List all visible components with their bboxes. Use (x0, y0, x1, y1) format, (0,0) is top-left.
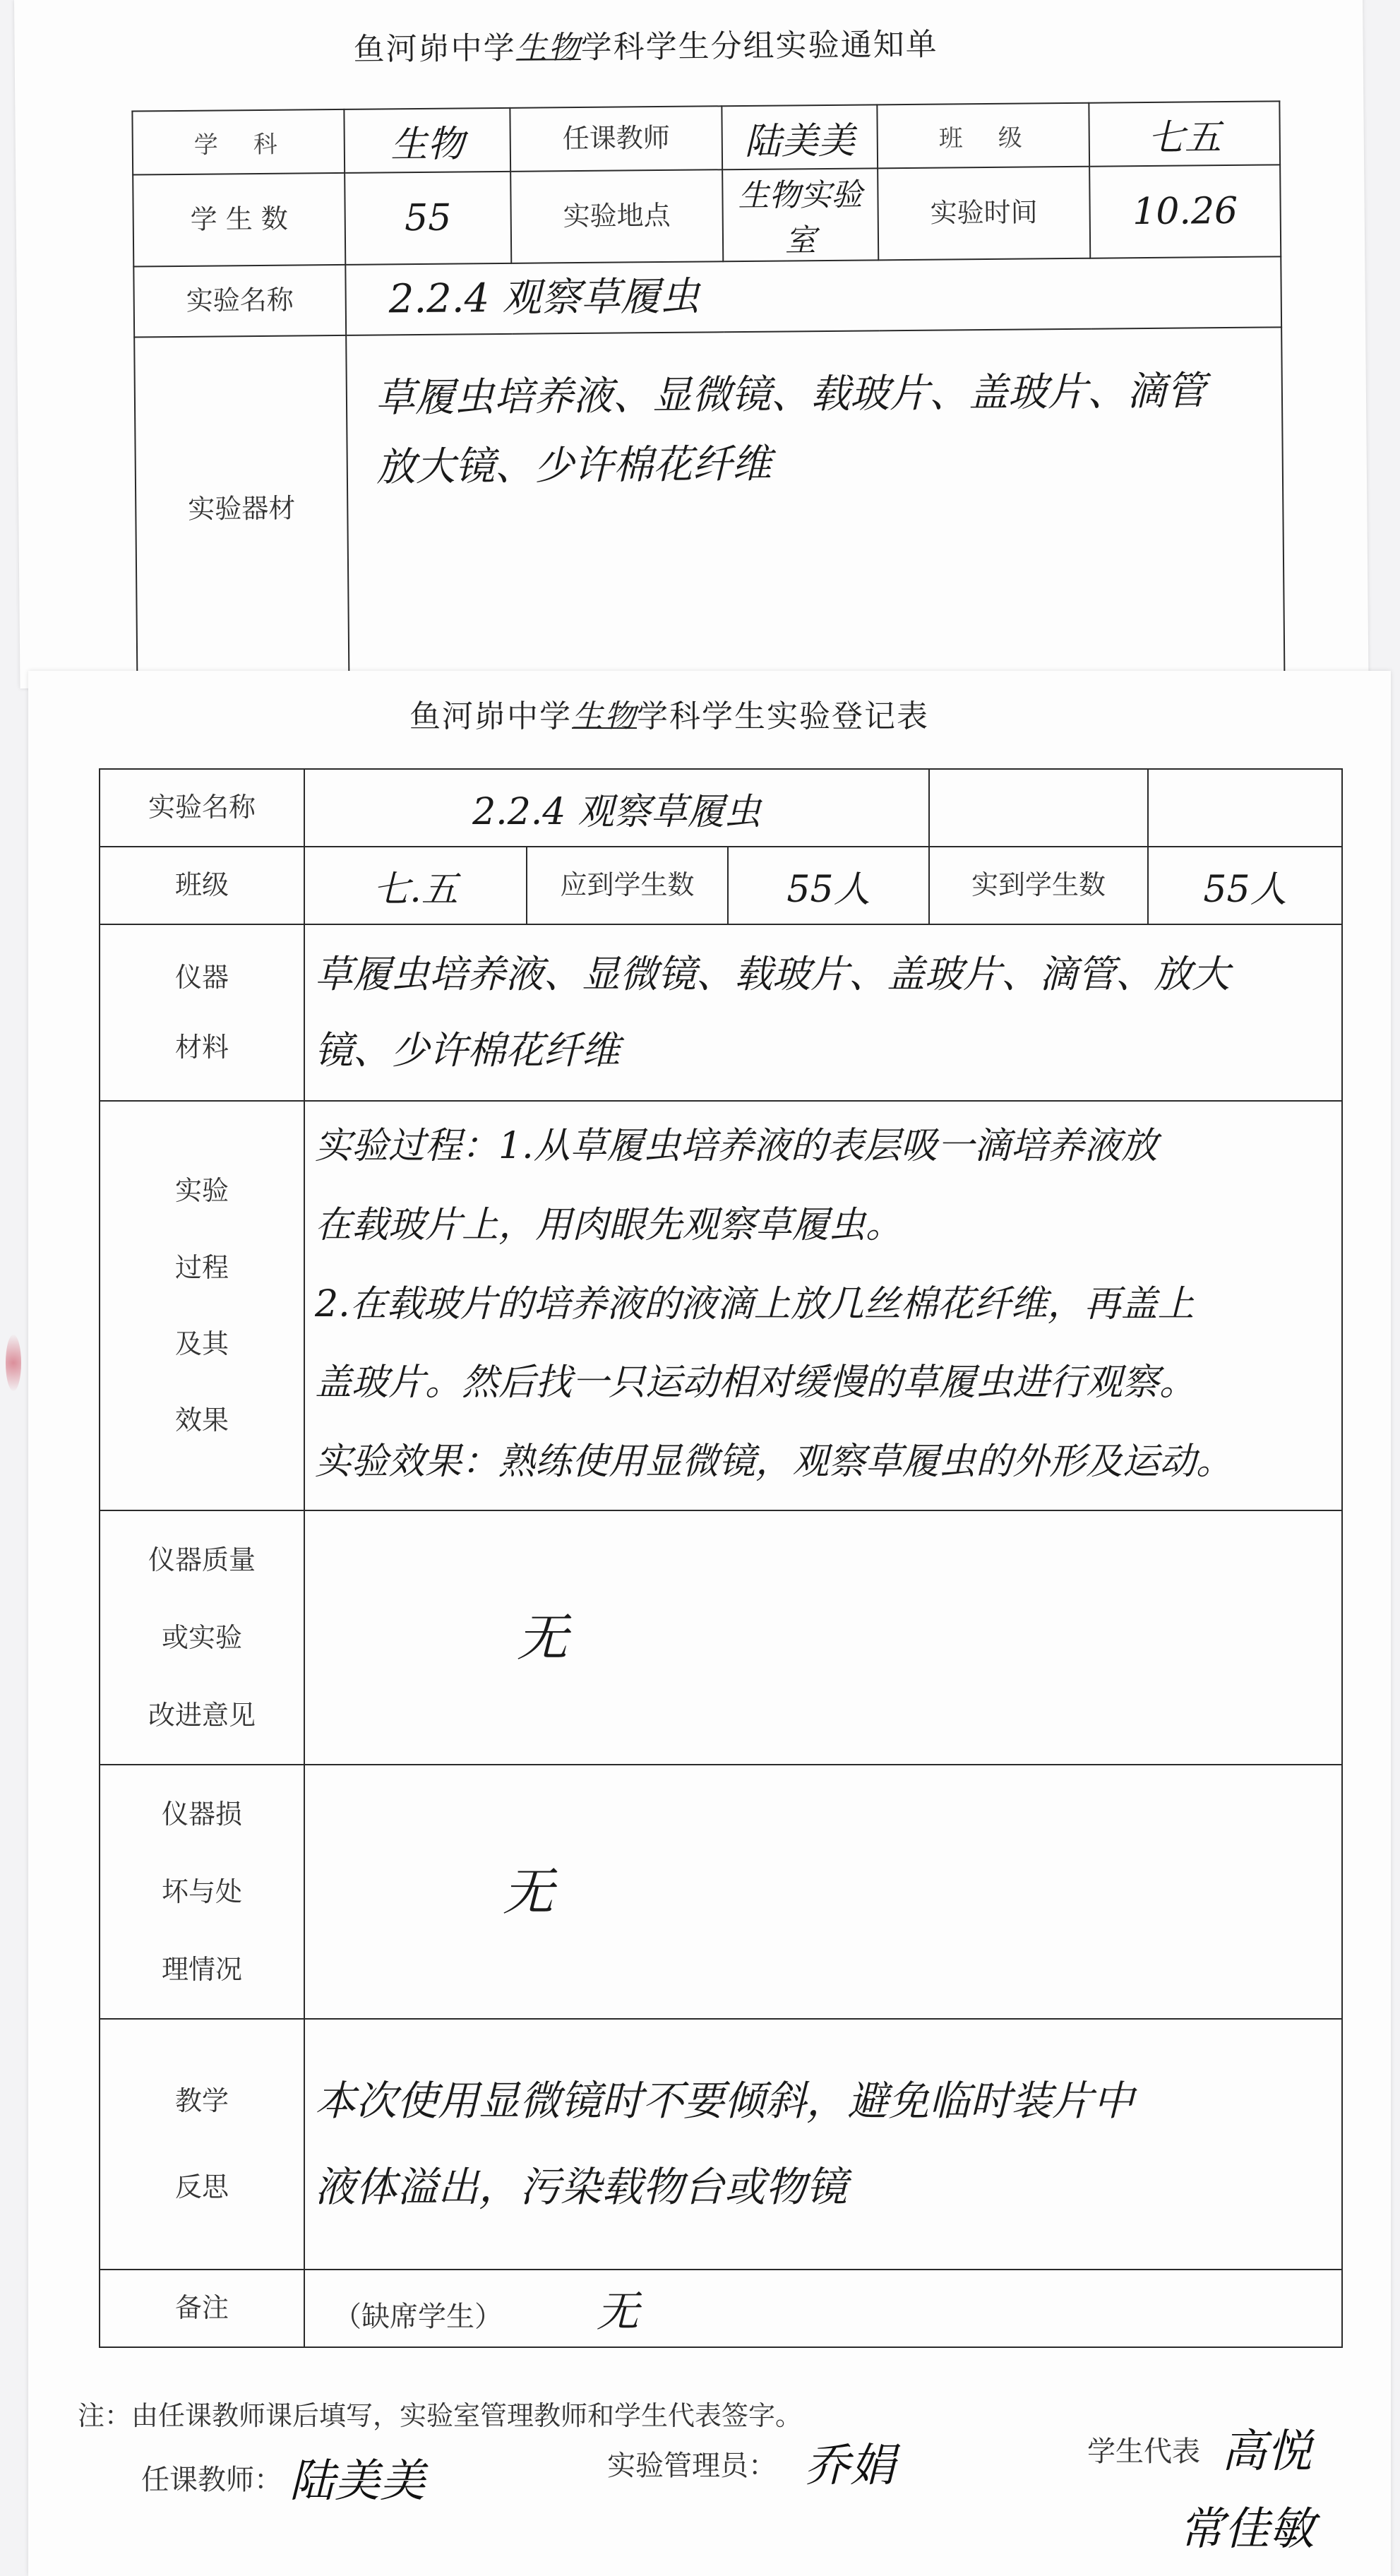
reg-label-expected: 应到学生数 (527, 847, 728, 924)
reg-label-process-3: 及其 (174, 1328, 229, 1359)
value-experiment-name: 2.2.4 观察草履虫 (345, 256, 1281, 335)
reg-value-damage: 无 (304, 1765, 1342, 2019)
reg-label-quality-2: 或实验 (161, 1621, 242, 1653)
teacher-sign-label: 任课教师： (141, 2464, 282, 2496)
label-subject: 学 科 (132, 109, 345, 175)
reg-row-process (100, 1101, 1342, 1510)
reg-label-process-2: 过程 (174, 1251, 229, 1283)
footer-note: 注：由任课教师课后填写，实验室管理教师和学生代表签字。 (78, 2400, 803, 2431)
admin-signature: 乔娟 (805, 2440, 895, 2492)
notice-sheet (14, 0, 1368, 688)
reg-label-instruments (100, 924, 304, 1101)
notice-table (131, 100, 1285, 684)
reg-label-reflection-2: 反思 (174, 2171, 229, 2202)
reg-label-quality-3: 改进意见 (148, 1700, 256, 1731)
label-time: 实验时间 (878, 167, 1090, 261)
reg-label-damage-3: 理情况 (161, 1954, 242, 1986)
reg-label-damage-1: 仪器损 (161, 1798, 242, 1830)
register-title-suffix: 学科学生实验登记表 (637, 698, 929, 734)
reg-label-experiment-name: 实验名称 (100, 769, 304, 847)
label-location: 实验地点 (510, 169, 723, 263)
reg-row-reflection (100, 2019, 1342, 2270)
materials-line-2: 放大镜、少许棉花纤维 (376, 441, 772, 491)
value-subject: 生物 (344, 108, 510, 173)
reg-label-quality (100, 1510, 304, 1765)
reg-label-damage-2: 坏与处 (161, 1876, 242, 1907)
reflection-line-1: 本次使用显微镜时不要倾斜，避免临时装片中 (315, 2076, 1135, 2125)
notice-title-suffix: 学科学生分组实验通知单 (580, 26, 938, 66)
notice-title-subject: 生物 (515, 29, 581, 66)
reg-row-quality (100, 1510, 1342, 1765)
student-signature-2: 常佳敏 (1179, 2503, 1315, 2556)
student-rep-label: 学生代表 (1087, 2435, 1200, 2468)
notice-row-4 (134, 327, 1284, 683)
process-line-4: 盖玻片。然后找一只运动相对缓慢的草履虫进行观察。 (315, 1361, 1197, 1405)
reg-label-instruments-1: 仪器 (174, 962, 229, 994)
register-title-prefix: 鱼河峁中学 (409, 698, 572, 734)
teacher-signature: 陆美美 (289, 2455, 425, 2508)
reg-value-class: 七.五 (304, 847, 527, 924)
process-line-2: 在载玻片上，用肉眼先观察草履虫。 (315, 1203, 903, 1246)
admin-sign-label: 实验管理员： (607, 2450, 777, 2482)
reg-label-actual: 实到学生数 (929, 847, 1148, 924)
label-student-count: 学 生 数 (133, 173, 345, 267)
reg-label-reflection-1: 教学 (174, 2085, 229, 2116)
instruments-line-1: 草履虫培养液、显微镜、载玻片、盖玻片、滴管、放大 (315, 952, 1230, 996)
reg-value-absent: 无 (596, 2287, 639, 2337)
student-signature-1: 高悦 (1221, 2426, 1312, 2478)
reg-label-process-4: 效果 (174, 1405, 229, 1436)
reg-row-instruments (100, 924, 1342, 1101)
notice-title (353, 19, 938, 69)
label-experiment-name: 实验名称 (133, 265, 346, 338)
reg-label-reflection (100, 2019, 304, 2270)
reg-label-absent: （缺席学生） (333, 2301, 503, 2333)
reg-empty-cell-1 (929, 769, 1148, 847)
reg-value-quality: 无 (304, 1510, 1342, 1765)
process-line-3: 2.在载玻片的培养液的液滴上放几丝棉花纤维，再盖上 (315, 1282, 1195, 1325)
reg-value-process (304, 1101, 1342, 1510)
ink-stain (6, 1335, 21, 1391)
reg-value-remarks (304, 2270, 1342, 2347)
reg-row-class (100, 847, 1342, 924)
reg-label-process (100, 1101, 304, 1510)
value-teacher: 陆美美 (722, 105, 878, 169)
reg-empty-cell-2 (1148, 769, 1342, 847)
register-title (409, 691, 929, 736)
reg-label-damage (100, 1765, 304, 2019)
reg-value-expected: 55人 (728, 847, 929, 924)
instruments-line-2: 镜、少许棉花纤维 (315, 1028, 620, 1073)
materials-line-1: 草履虫培养液、显微镜、载玻片、盖玻片、滴管 (375, 368, 1207, 422)
notice-title-prefix: 鱼河峁中学 (353, 30, 516, 68)
register-table (99, 768, 1343, 2348)
reg-row-damage (100, 1765, 1342, 2019)
notice-row-3 (133, 256, 1281, 337)
reg-label-remarks: 备注 (100, 2270, 304, 2347)
reg-label-quality-1: 仪器质量 (148, 1544, 256, 1575)
notice-row-1 (132, 101, 1280, 174)
value-student-count: 55 (345, 172, 511, 265)
process-line-1: 实验过程：1.从草履虫培养液的表层吸一滴培养液放 (315, 1125, 1158, 1167)
reg-value-experiment-name: 2.2.4 观察草履虫 (304, 769, 929, 847)
label-class: 班 级 (877, 103, 1089, 169)
reflection-line-2: 液体溢出，污染载物台或物镜 (315, 2162, 848, 2211)
reg-value-actual: 55人 (1148, 847, 1342, 924)
register-title-subject: 生物 (572, 698, 637, 734)
value-time: 10.26 (1089, 165, 1281, 258)
value-location: 生物实验室 (722, 168, 878, 261)
label-teacher: 任课教师 (510, 106, 722, 172)
register-sheet (28, 671, 1391, 2576)
label-materials: 实验器材 (134, 335, 349, 684)
process-line-5: 实验效果：熟练使用显微镜，观察草履虫的外形及运动。 (315, 1441, 1233, 1484)
notice-row-2 (133, 165, 1281, 266)
value-materials (346, 327, 1284, 681)
reg-label-instruments-2: 材料 (174, 1032, 229, 1063)
reg-row-name (100, 769, 1342, 847)
reg-value-reflection (304, 2019, 1342, 2270)
reg-row-remarks (100, 2270, 1342, 2347)
reg-value-instruments (304, 924, 1342, 1101)
reg-label-process-1: 实验 (174, 1175, 229, 1207)
reg-label-class: 班级 (100, 847, 304, 924)
value-class: 七五 (1089, 101, 1280, 166)
